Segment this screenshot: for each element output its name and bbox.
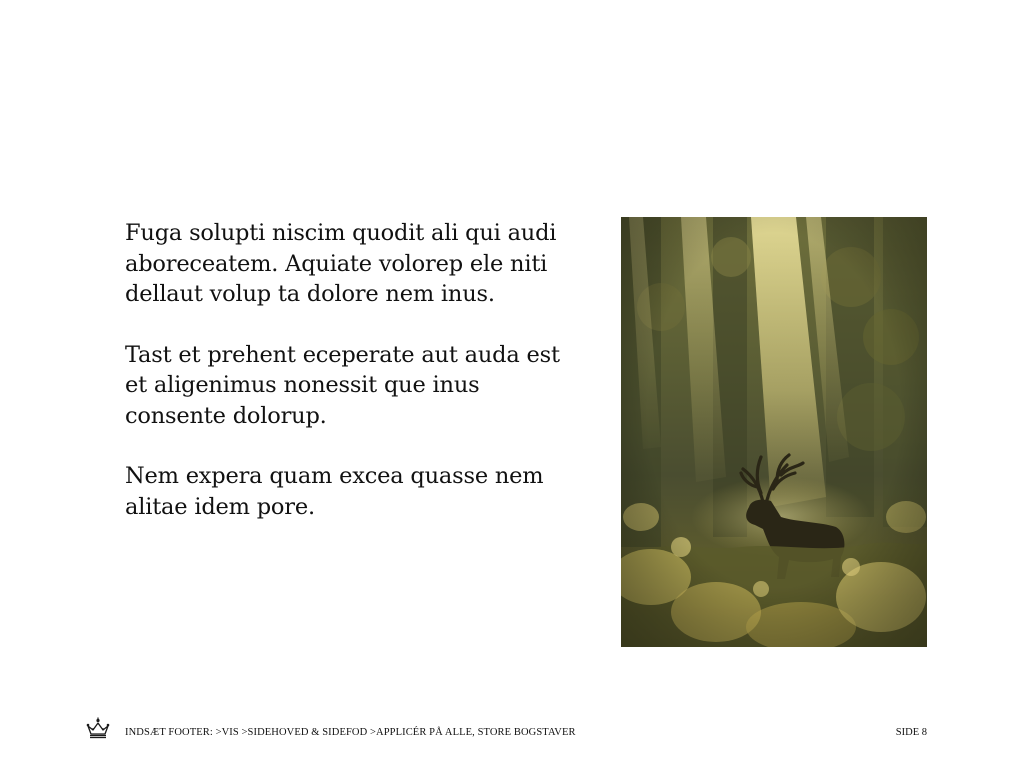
crown-icon — [85, 717, 111, 741]
body-text — [125, 218, 570, 552]
stag-in-forest-image — [621, 217, 927, 647]
paragraph-2: Tast et prehent eceperate aut auda est et aligenimus nonessit que inus consente dolorup. — [125, 341, 560, 429]
footer — [0, 716, 1024, 752]
paragraph-1: Fuga solupti niscim quodit ali qui audi aboreceatem. Aquiate volorep ele niti dellaut volup ta dolore nem inus. — [125, 220, 557, 307]
page-number: SIDE 8 — [895, 727, 927, 738]
paragraph-3: Nem expera quam excea quasse nem alitae idem pore. — [125, 463, 544, 520]
footer-text: INDSÆT FOOTER: >VIS >SIDEHOVED & SIDEFOD >APPLICÉR PÅ ALLE, STORE BOGSTAVER — [125, 727, 576, 738]
